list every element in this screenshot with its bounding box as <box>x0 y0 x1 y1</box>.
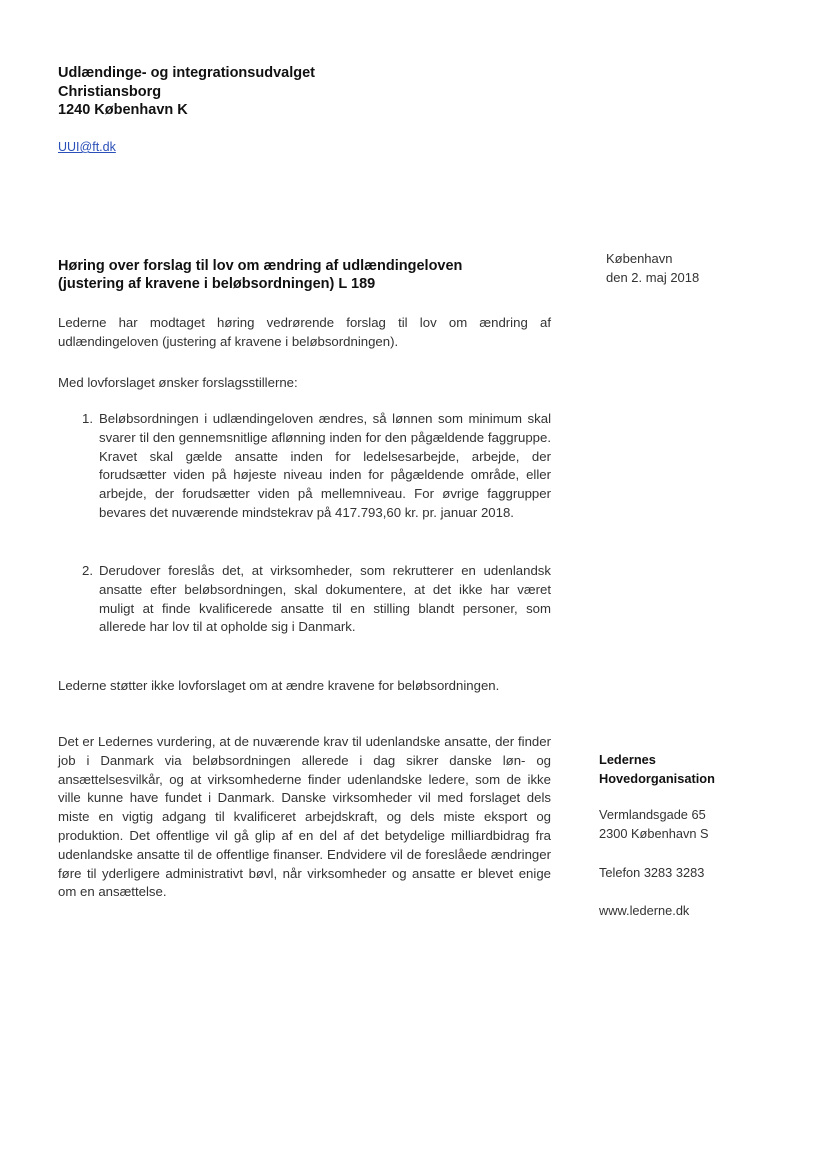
recipient-email-link[interactable]: UUI@ft.dk <box>58 140 116 154</box>
letter-title-line-2: (justering af kravene i beløbsordningen) L 189 <box>58 276 376 292</box>
sender-org-line-2: Hovedorganisation <box>599 770 715 786</box>
letter-title <box>58 257 551 293</box>
letter-date: den 2. maj 2018 <box>606 269 700 285</box>
sender-phone: Telefon 3283 3283 <box>599 865 705 880</box>
recipient-name: Udlændinge- og integrationsudvalget <box>58 65 315 81</box>
list-item-text: Beløbsordningen i udlændingeloven ændres, så lønnen som minimum skal svarer til den gennemsnitlige aflønning inden for den pågældende faggruppe. Kravet skal gælde ansatte inden for ledelsesarbejde, arbejde, der forudsætter viden på højeste niveau inden for pågældende område, eller arbejde, der forudsætter viden på mellemniveau. For øvrige faggrupper bevares det nuværende mindstekrav på 417.793,60 kr. pr. januar 2018. <box>99 411 551 520</box>
list-number: 2. <box>82 563 93 578</box>
sender-organization <box>599 751 715 788</box>
sender-street: Vermlandsgade 65 <box>599 807 706 822</box>
sender-city: 2300 København S <box>599 825 709 841</box>
recipient-building: Christiansborg <box>58 83 162 100</box>
list-item-text: Derudover foreslås det, at virksomheder, som rekrutterer en udenlandsk ansatte efter beløbsordningen, skal dokumentere, at det ikke har været muligt at finde kvalificerede ansatte til en stilling blandt personer, som allerede har lov til at opholde sig i Danmark. <box>99 563 551 635</box>
proposal-item-2 <box>58 562 551 637</box>
sender-org-line-1: Ledernes <box>599 752 656 767</box>
place-date <box>606 250 699 287</box>
assessment-paragraph: Det er Ledernes vurdering, at de nuværende krav til udenlandske ansatte, der finder job i Danmark via beløbsordningen allerede i dag sikrer danske løn- og ansættelsesvilkår, og at virksomhederne finder udenlandske ledere, som de ikke ville kunne have fundet i Danmark. Danske virksomheder vil med forslaget dels miste en vigtig adgang til kvalificeret arbejdskraft, og dels miste eksport og produktion. Det offentlige vil gå glip af en del af det betydelige milliardbidrag fra udenlandske ansatte til de offentlige finanser. Endvidere vil de foreslåede ændringer føre til yderligere administrativt bøvl, når virksomheder og ansatte er blevet enige om en ansættelse. <box>58 734 551 900</box>
proposal-item-1 <box>58 410 551 523</box>
intro-paragraph: Lederne har modtaget høring vedrørende forslag til lov om ændring af udlændingeloven (justering af kravene i beløbsordningen). <box>58 315 551 349</box>
recipient-address <box>58 64 315 120</box>
position-paragraph: Lederne støtter ikke lovforslaget om at ændre kravene for beløbsordningen. <box>58 678 500 693</box>
lead-paragraph: Med lovforslaget ønsker forslagsstillerne: <box>58 375 298 390</box>
recipient-postal-city: 1240 København K <box>58 102 188 118</box>
sender-address <box>599 806 709 843</box>
place-city: København <box>606 251 673 266</box>
list-number: 1. <box>82 411 93 426</box>
letter-title-line-1: Høring over forslag til lov om ændring af udlændingeloven <box>58 258 463 274</box>
sender-website-link[interactable]: www.lederne.dk <box>599 903 690 918</box>
